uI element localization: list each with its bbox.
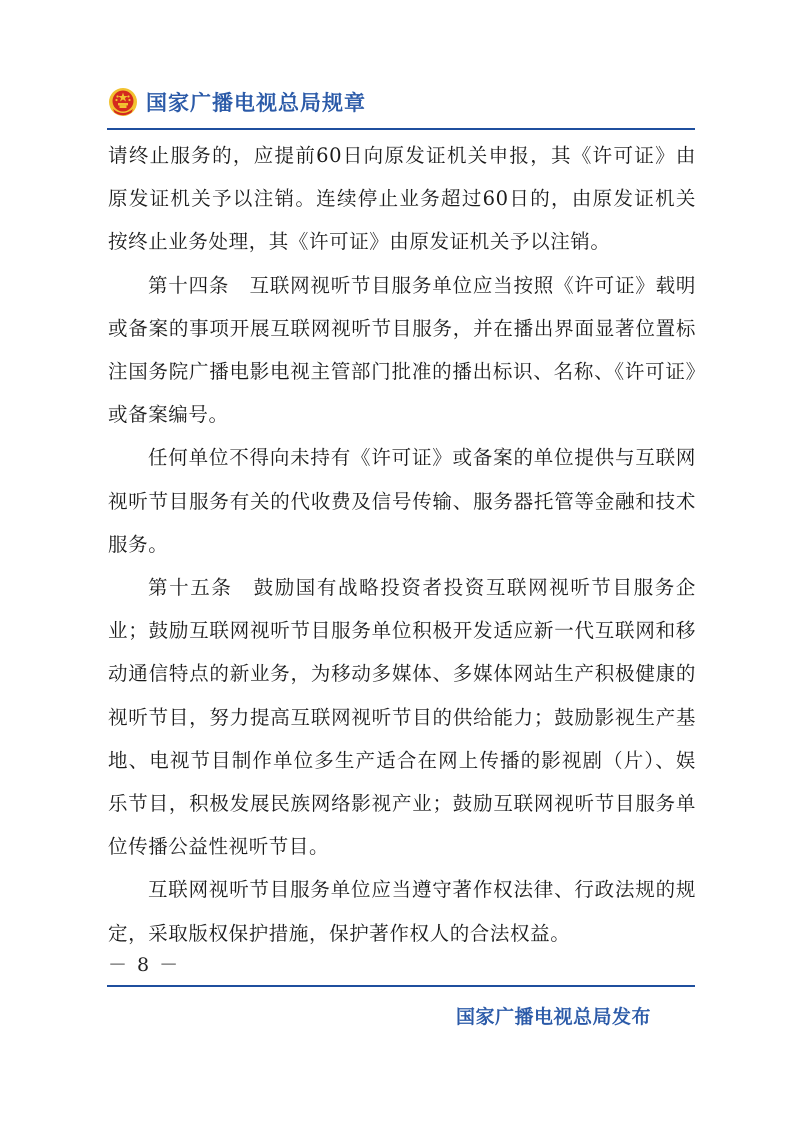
footer-publisher: 国家广播电视总局发布 xyxy=(455,1006,651,1028)
header-title: 国家广播电视总局规章 xyxy=(146,91,366,115)
paragraph: 任何单位不得向未持有《许可证》或备案的单位提供与互联网视听节目服务有关的代收费及信号传输、服务器托管等金融和技术服务。 xyxy=(108,446,696,556)
paragraph-article-15: 第十五条 鼓励国有战略投资者投资互联网视听节目服务企业；鼓励互联网视听节目服务单位积极开发适应新一代互联网和移动通信特点的新业务，为移动多媒体、多媒体网站生产积极健康的视听节目，努力提高互联网视听节目的供给能力；鼓励影视生产基地、电视节目制作单位多生产适合在网上传播的影视剧（片）、娱乐节目，积极发展民族网络影视产业；鼓励互联网视听节目服务单位传播公益性视听节目。 xyxy=(108,576,696,859)
paragraph: 互联网视听节目服务单位应当遵守著作权法律、行政法规的规定，采取版权保护措施，保护著作权人的合法权益。 xyxy=(108,878,696,945)
document-body xyxy=(108,134,696,955)
national-emblem-icon xyxy=(108,87,138,117)
paragraph-article-14: 第十四条 互联网视听节目服务单位应当按照《许可证》载明或备案的事项开展互联网视听节目服务，并在播出界面显著位置标注国务院广播电影电视主管部门批准的播出标识、名称、《许可证》或备案编号。 xyxy=(108,273,696,427)
document-header xyxy=(108,82,366,122)
paragraph: 请终止服务的，应提前60日向原发证机关申报，其《许可证》由原发证机关予以注销。连续停止业务超过60日的，由原发证机关按终止业务处理，其《许可证》由原发证机关予以注销。 xyxy=(108,144,696,254)
footer-divider xyxy=(107,985,695,987)
page-number: － 8 － xyxy=(108,954,181,976)
header-divider xyxy=(107,128,695,130)
